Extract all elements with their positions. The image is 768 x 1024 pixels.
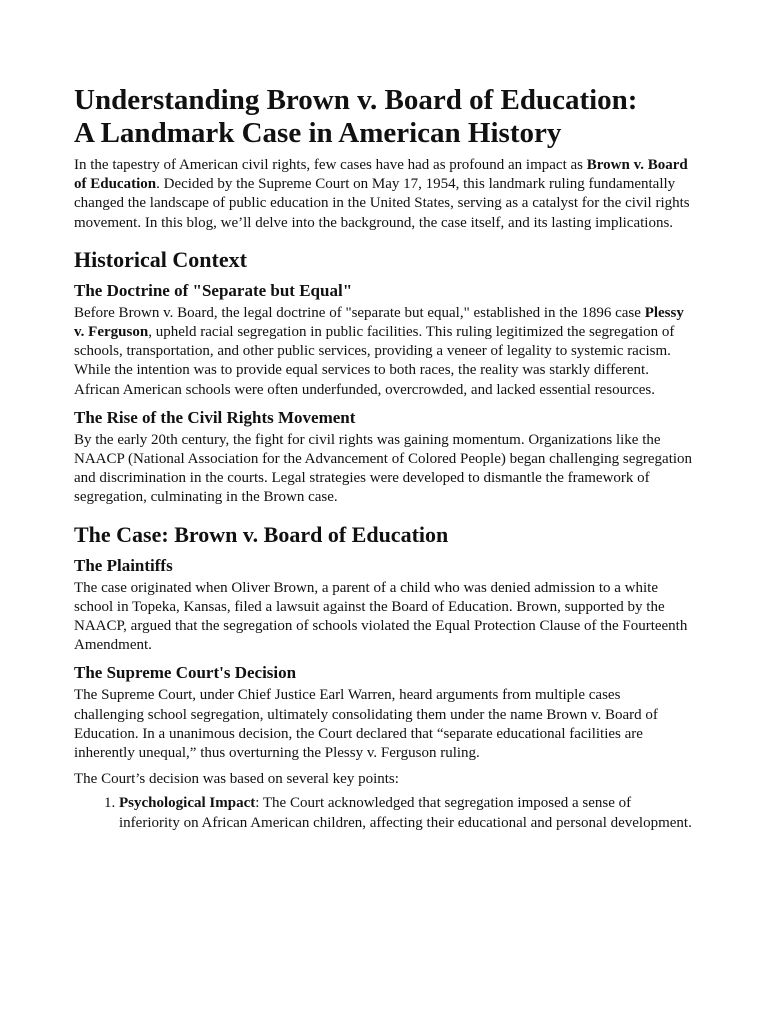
intro-paragraph [74, 156, 694, 233]
title-line-1: Understanding Brown v. Board of Education: [74, 84, 638, 116]
intro-text-1: In the tapestry of American civil rights, few cases have had as profound an impact as [74, 157, 587, 173]
point-title: Psychological Impact [119, 795, 256, 812]
paragraph-supreme-court-decision: The Supreme Court, under Chief Justice Earl Warren, heard arguments from multiple cases challenging school segregation, ultimately consolidating them under the name Brown v. Board of Education. In a unanimous decision, the Court declared that “separate educational facilities are inherently unequal,” thus overturning the Plessy v. Ferguson ruling. [74, 687, 658, 762]
plessy-text-2: , upheld racial segregation in public facilities. This ruling legitimized the segregation of schools, transportation, and other public services, providing a veneer of legality to systemic racism. While the intention was to provide equal services to both races, the reality was starkly different. African American schools were often underfunded, overcrowded, and lacked essential resources. [74, 324, 675, 398]
list-item [119, 794, 694, 832]
title-line-2: A Landmark Case in American History [74, 117, 562, 149]
plessy-case-name: Plessy v. Ferguson [74, 304, 684, 341]
subheading-plaintiffs: The Plaintiffs [74, 555, 173, 575]
subheading-supreme-court-decision: The Supreme Court's Decision [74, 663, 297, 683]
paragraph-plaintiffs: The case originated when Oliver Brown, a parent of a child who was denied admission to a white school in Topeka, Kansas, filed a lawsuit against the Board of Education. Brown, supported by the NAACP, argued that the segregation of schools violated the Equal Protection Clause of the Fourteenth Amendment. [74, 579, 688, 654]
paragraph-key-points-lead-in: The Court’s decision was based on several key points: [74, 771, 399, 788]
section-heading-historical-context: Historical Context [74, 246, 247, 272]
intro-text-2: . Decided by the Supreme Court on May 17, 1954, this landmark ruling fundamentally changed the landscape of public education in the United States, serving as a catalyst for the civil rights movement. In this blog, we’ll delve into the background, the case itself, and its lasting implications. [74, 176, 690, 231]
intro-case-name: Brown v. Board of Education [74, 157, 688, 193]
subheading-civil-rights-movement: The Rise of the Civil Rights Movement [74, 407, 356, 427]
article-title [74, 84, 694, 150]
plessy-text-1: Before Brown v. Board, the legal doctrine of "separate but equal," established in the 1896 case [74, 304, 645, 321]
paragraph-civil-rights-movement: By the early 20th century, the fight for civil rights was gaining momentum. Organizations like the NAACP (National Association for the Advancement of Colored People) began challenging segregation and discrimination in the courts. Legal strategies were developed to dismantle the framework of segregation, culminating in the Brown case. [74, 431, 693, 506]
key-points-list [74, 794, 694, 832]
paragraph-separate-but-equal [74, 304, 694, 400]
section-heading-the-case: The Case: Brown v. Board of Education [74, 521, 449, 547]
point-text: : The Court acknowledged that segregation imposed a sense of inferiority on African American children, affecting their educational and personal development. [119, 795, 692, 831]
subheading-separate-but-equal: The Doctrine of "Separate but Equal" [74, 280, 353, 300]
